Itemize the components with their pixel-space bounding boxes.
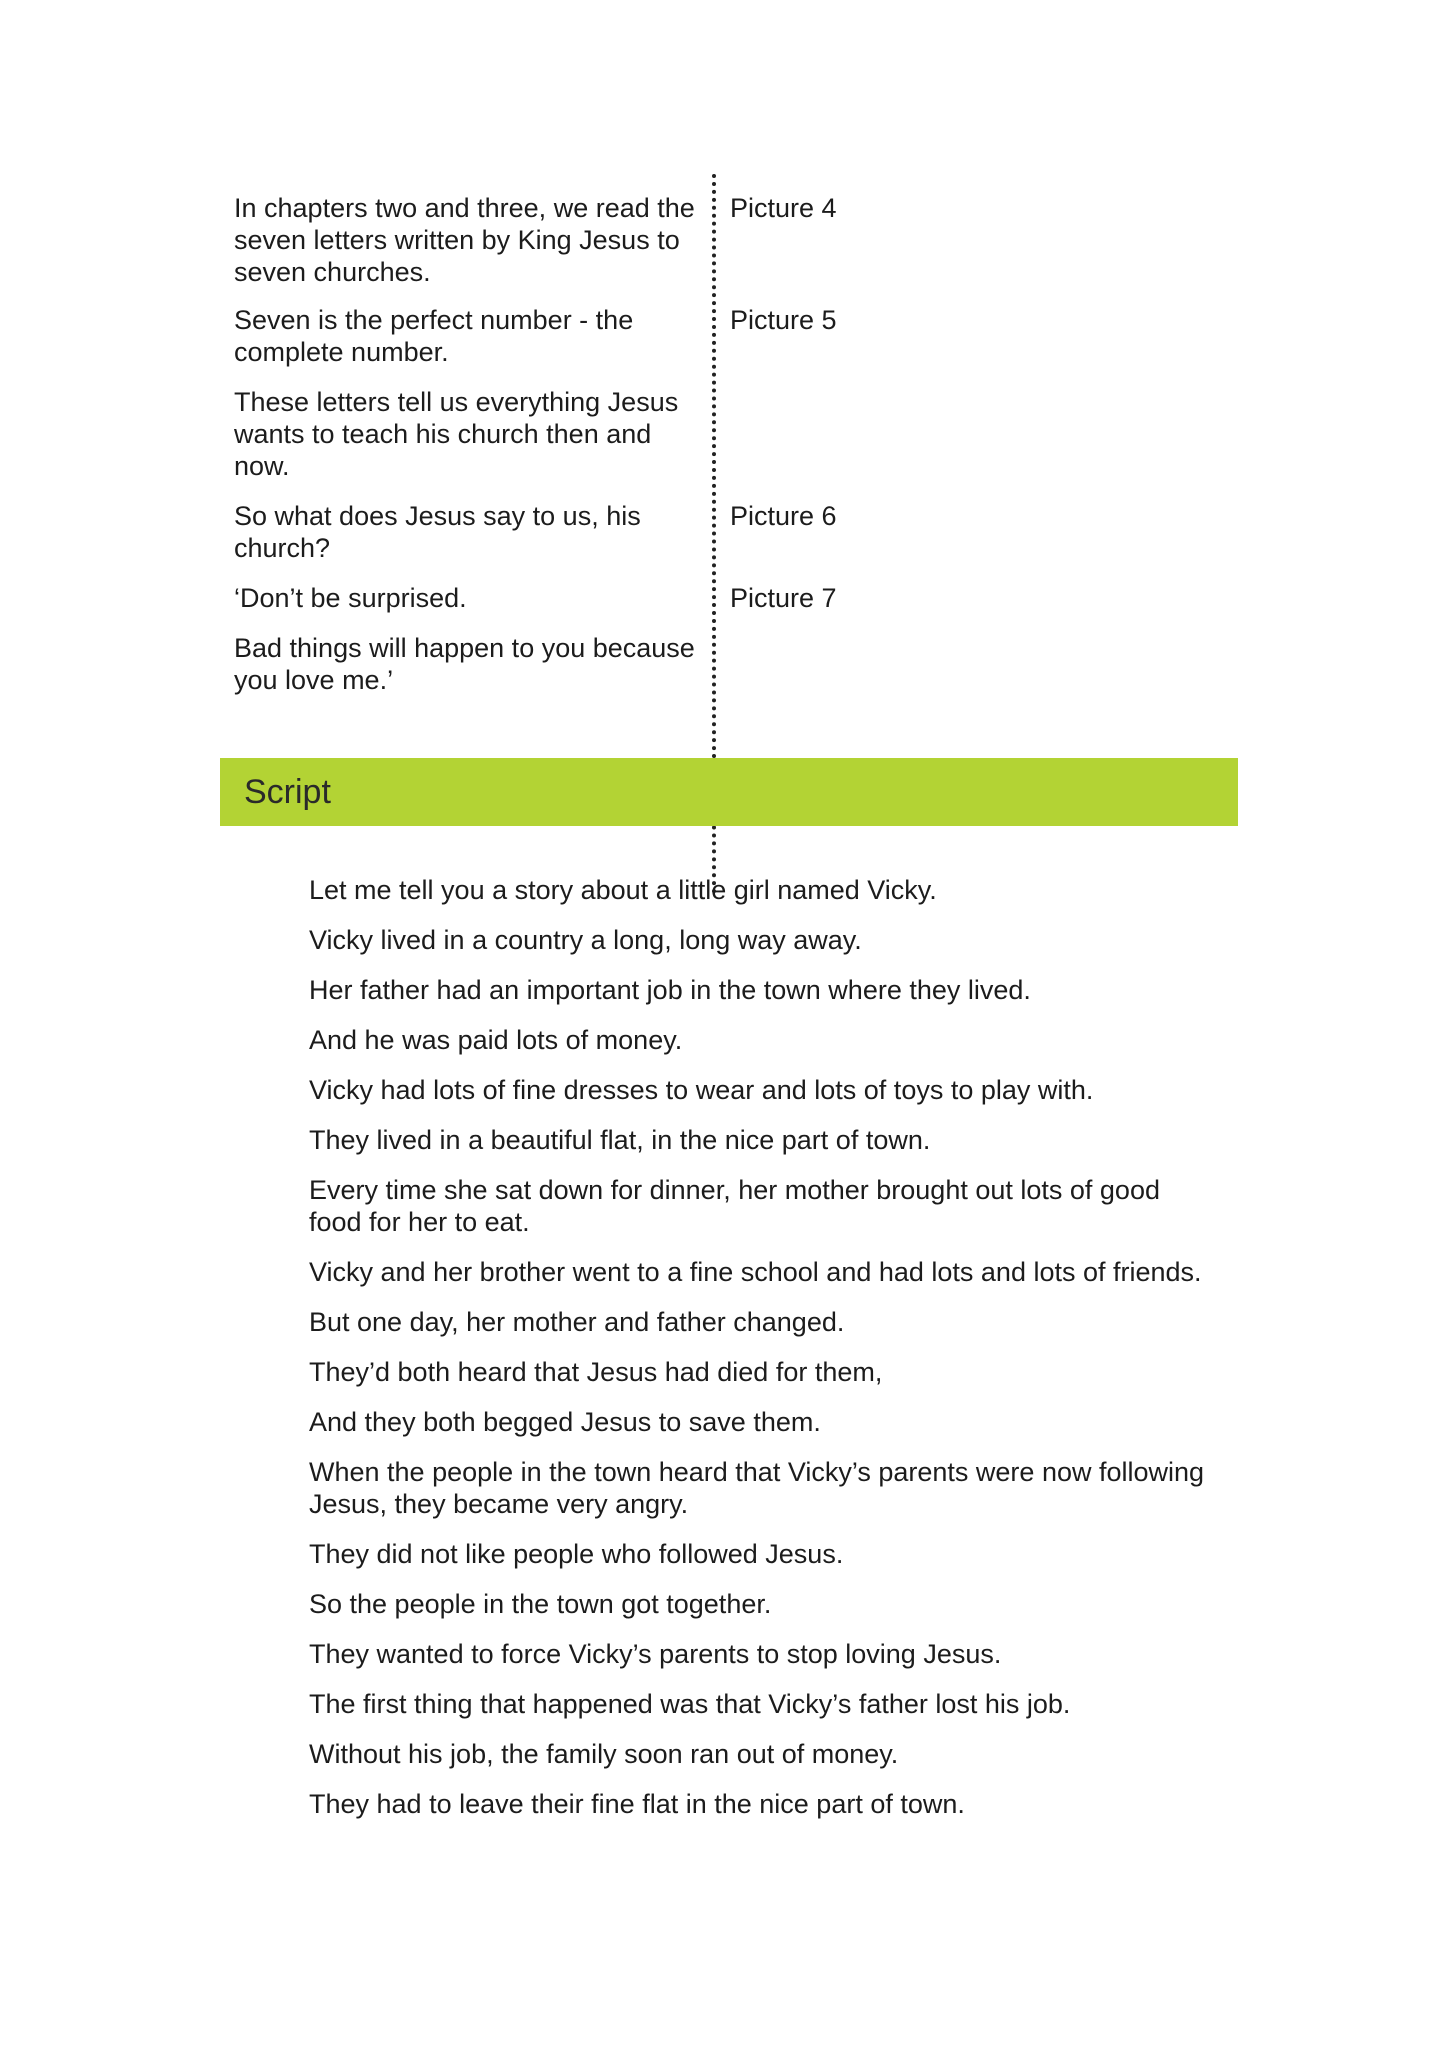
script-line: They did not like people who followed Jesus.	[309, 1539, 844, 1569]
script-body	[309, 874, 1209, 1838]
cue-text: ‘Don’t be surprised.	[234, 583, 467, 613]
picture-cue: Picture 7	[730, 583, 837, 613]
script-line: Her father had an important job in the town where they lived.	[309, 975, 1031, 1005]
cue-text: Bad things will happen to you because you love me.’	[234, 633, 695, 695]
cue-text: In chapters two and three, we read the seven letters written by King Jesus to seven churches.	[234, 193, 695, 287]
script-line: They’d both heard that Jesus had died for them,	[309, 1357, 883, 1387]
script-line: And he was paid lots of money.	[309, 1025, 683, 1055]
section-header	[220, 758, 1238, 826]
cue-text: These letters tell us everything Jesus wants to teach his church then and now.	[234, 387, 679, 481]
script-line: They had to leave their fine flat in the nice part of town.	[309, 1789, 965, 1819]
script-line: Let me tell you a story about a little girl named Vicky.	[309, 875, 937, 905]
picture-cue: Picture 4	[730, 193, 837, 223]
picture-cue: Picture 5	[730, 305, 837, 335]
script-line: They lived in a beautiful flat, in the nice part of town.	[309, 1125, 931, 1155]
script-line: And they both begged Jesus to save them.	[309, 1407, 821, 1437]
script-line: Without his job, the family soon ran out of money.	[309, 1739, 899, 1769]
script-line: The first thing that happened was that Vicky’s father lost his job.	[309, 1689, 1071, 1719]
script-line: Vicky and her brother went to a fine school and had lots and lots of friends.	[309, 1257, 1202, 1287]
script-line: Vicky lived in a country a long, long way away.	[309, 925, 862, 955]
section-title: Script	[244, 773, 331, 811]
script-line: They wanted to force Vicky’s parents to stop loving Jesus.	[309, 1639, 1002, 1669]
script-line: Vicky had lots of fine dresses to wear and lots of toys to play with.	[309, 1075, 1094, 1105]
script-line: When the people in the town heard that Vicky’s parents were now following Jesus, they became very angry.	[309, 1457, 1205, 1519]
script-line: But one day, her mother and father changed.	[309, 1307, 845, 1337]
cue-text: Seven is the perfect number - the complete number.	[234, 305, 634, 367]
script-line: Every time she sat down for dinner, her mother brought out lots of good food for her to eat.	[309, 1175, 1160, 1237]
script-line: So the people in the town got together.	[309, 1589, 772, 1619]
cue-text: So what does Jesus say to us, his church?	[234, 501, 641, 563]
picture-cue: Picture 6	[730, 501, 837, 531]
